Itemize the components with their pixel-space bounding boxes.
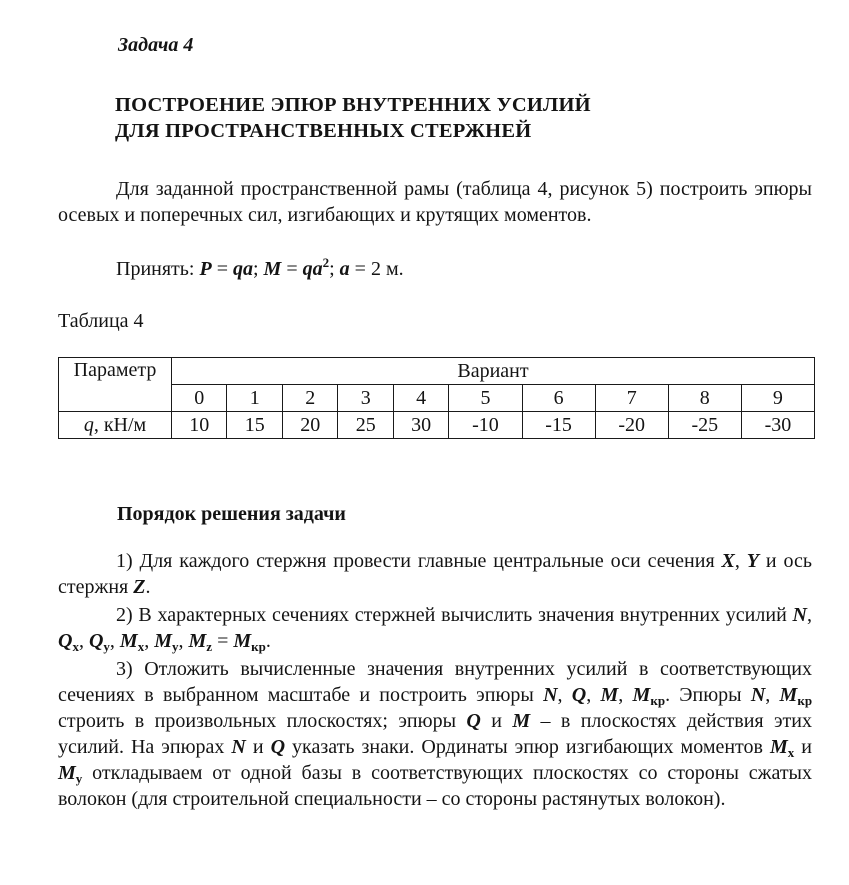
variant-cell: 8 (668, 385, 741, 412)
value-cell: 20 (282, 412, 337, 439)
solution-step-3: 3) Отложить вычисленные значения внутренних усилий в соответствующих сечениях в выбранном масштабе и построить эпюры N, Q, M, $M_{кр}$. Эпюры N, $M_{кр}$ строить в произвольных плоскостях; эпюры Q и M – в плоскостях действия этих усилий. На эпюрах N и Q указать знаки. Ординаты эпюр изгибающих моментов $M_x$ и $M_y$ откладываем от одной базы в соответствующих плоскостях со стороны сжатых волокон (для строительной специальности – со стороны растянутых волокон). (58, 658, 813, 810)
formula-qa: qa (232, 258, 253, 280)
variant-cell: 0 (172, 385, 227, 412)
q-row-label: q, кН/м (59, 412, 172, 439)
q-values-row (59, 412, 815, 439)
table-header-row (59, 358, 815, 385)
variant-cell: 1 (227, 385, 282, 412)
variant-cell: 6 (522, 385, 595, 412)
variant-header-cell: Вариант (172, 358, 815, 385)
task-title-line2: ДЛЯ ПРОСТРАНСТВЕННЫХ СТЕРЖНЕЙ (115, 120, 532, 142)
value-cell: 30 (393, 412, 448, 439)
value-cell: -20 (595, 412, 668, 439)
value-cell: -30 (741, 412, 814, 439)
formula-m: M (263, 258, 282, 280)
variant-cell: 7 (595, 385, 668, 412)
value-cell: -15 (522, 412, 595, 439)
value-cell: 15 (227, 412, 282, 439)
value-cell: 10 (172, 412, 227, 439)
variant-cell: 9 (741, 385, 814, 412)
formula-p: P (199, 258, 212, 280)
variant-cell: 2 (282, 385, 337, 412)
formula-exponent: 2 (322, 255, 330, 270)
intro-paragraph: Для заданной пространственной рамы (таблица 4, рисунок 5) построить эпюры осевых и поперечных сил, изгибающих и крутящих моментов. (58, 178, 812, 226)
task-label: Задача 4 (118, 34, 194, 56)
variant-cell: 5 (449, 385, 522, 412)
accept-prefix: Принять: (116, 258, 200, 280)
solution-step-2: 2) В характерных сечениях стержней вычислить значения внутренних усилий N, $Q_x$, $Q_y$, $M_x$, $M_y$, $M_z = M_{кр}$. (58, 604, 812, 654)
variant-cell: 3 (338, 385, 393, 412)
task-title-line1: ПОСТРОЕНИЕ ЭПЮР ВНУТРЕННИХ УСИЛИЙ (115, 94, 591, 116)
variant-cell: 4 (393, 385, 448, 412)
value-cell: 25 (338, 412, 393, 439)
solution-heading: Порядок решения задачи (117, 503, 346, 525)
task-title (115, 92, 591, 144)
value-cell: -25 (668, 412, 741, 439)
param-header-cell: Параметр (59, 358, 172, 412)
formula-qa2: qa (302, 258, 323, 280)
formula-a: a (339, 258, 350, 280)
accept-formula: Принять: P = qa; $M = qa^2$; a = 2 м. (116, 255, 404, 280)
parameters-table (58, 357, 815, 439)
solution-step-1: 1) Для каждого стержня провести главные центральные оси сечения X, Y и ось стержня Z. (58, 550, 813, 598)
formula-a-value: = 2 м. (349, 258, 404, 280)
table-caption: Таблица 4 (58, 310, 144, 332)
variant-numbers-row (59, 385, 815, 412)
value-cell: -10 (449, 412, 522, 439)
